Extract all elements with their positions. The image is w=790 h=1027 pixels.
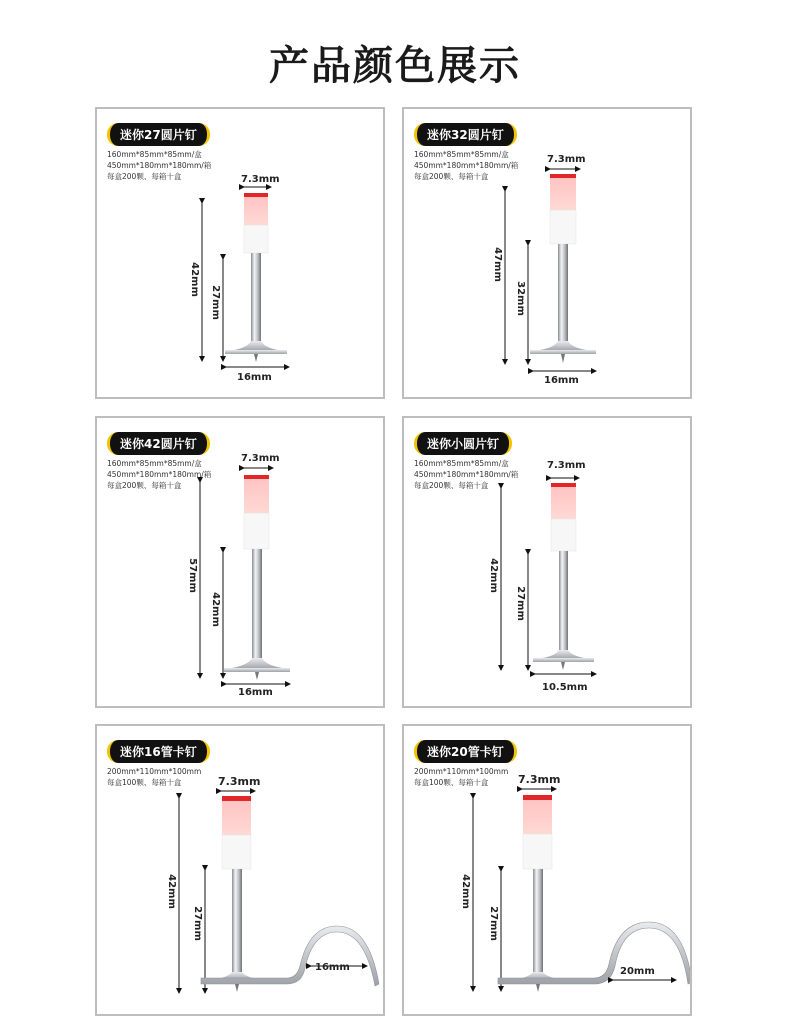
page-title: 产品颜色展示 — [269, 43, 521, 89]
total-dimension-label: 42mm — [459, 874, 471, 909]
spec-line: 160mm*85mm*85mm/盒 — [414, 150, 509, 159]
spec-line: 每盒200颗、每箱十盒 — [414, 481, 489, 490]
cap-dimension-label: 7.3mm — [241, 453, 280, 464]
spec-line: 450mm*180mm*180mm/箱 — [414, 161, 519, 170]
product-tag: 迷你20管卡钉 — [414, 740, 517, 763]
spec-line: 450mm*180mm*180mm/箱 — [107, 161, 212, 170]
product-card-3 — [95, 416, 385, 708]
product-tag: 迷你小圆片钉 — [414, 432, 512, 455]
shank-dimension-label: 27mm — [191, 906, 203, 941]
base-dimension-label: 16mm — [315, 962, 350, 973]
product-specs — [414, 766, 508, 788]
product-tag: 迷你16管卡钉 — [107, 740, 210, 763]
shank-dimension-label: 27mm — [487, 906, 499, 941]
total-dimension-label: 57mm — [186, 558, 198, 593]
spec-line: 每盒200颗、每箱十盒 — [414, 172, 489, 181]
product-card-6 — [402, 724, 692, 1016]
cap-dimension-label: 7.3mm — [547, 460, 586, 471]
product-specs — [107, 458, 211, 491]
product-card-2 — [402, 107, 692, 399]
shank-dimension-label: 42mm — [209, 592, 221, 627]
base-dimension-label: 16mm — [544, 375, 579, 386]
total-dimension-label: 42mm — [487, 558, 499, 593]
product-specs — [414, 458, 518, 491]
product-specs — [107, 766, 201, 788]
base-dimension-label: 16mm — [237, 372, 272, 383]
spec-line: 每盒100颗、每箱十盒 — [107, 778, 182, 787]
total-dimension-label: 42mm — [188, 262, 200, 297]
spec-line: 160mm*85mm*85mm/盒 — [107, 459, 202, 468]
spec-line: 200mm*110mm*100mm — [414, 767, 509, 776]
product-tag: 迷你27圆片钉 — [107, 123, 210, 146]
spec-line: 200mm*110mm*100mm — [107, 767, 202, 776]
product-card-5 — [95, 724, 385, 1016]
cap-dimension-label: 7.3mm — [241, 174, 280, 185]
product-specs — [414, 149, 518, 182]
base-dimension-label: 10.5mm — [542, 682, 588, 693]
cap-dimension-label: 7.3mm — [547, 154, 586, 165]
spec-line: 450mm*180mm*180mm/箱 — [107, 470, 212, 479]
total-dimension-label: 47mm — [491, 247, 503, 282]
shank-dimension-label: 27mm — [514, 586, 526, 621]
cap-dimension-label: 7.3mm — [518, 773, 561, 786]
product-card-1 — [95, 107, 385, 399]
shank-dimension-label: 32mm — [514, 281, 526, 316]
total-dimension-label: 42mm — [165, 874, 177, 909]
spec-line: 450mm*180mm*180mm/箱 — [414, 470, 519, 479]
shank-dimension-label: 27mm — [209, 285, 221, 320]
spec-line: 每盒200颗、每箱十盒 — [107, 172, 182, 181]
spec-line: 每盒100颗、每箱十盒 — [414, 778, 489, 787]
base-dimension-label: 20mm — [620, 966, 655, 977]
base-dimension-label: 16mm — [238, 687, 273, 698]
spec-line: 160mm*85mm*85mm/盒 — [107, 150, 202, 159]
product-specs — [107, 149, 211, 182]
spec-line: 每盒200颗、每箱十盒 — [107, 481, 182, 490]
product-tag: 迷你42圆片钉 — [107, 432, 210, 455]
spec-line: 160mm*85mm*85mm/盒 — [414, 459, 509, 468]
product-tag: 迷你32圆片钉 — [414, 123, 517, 146]
product-card-4 — [402, 416, 692, 708]
cap-dimension-label: 7.3mm — [218, 775, 261, 788]
